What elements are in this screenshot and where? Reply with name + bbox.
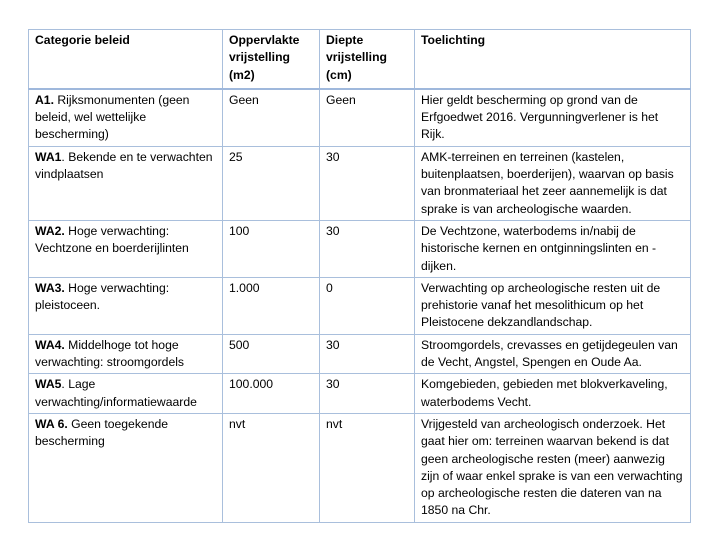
category-label: Hoge verwachting: pleistoceen. (35, 280, 170, 313)
table-row (29, 374, 691, 414)
cell-depth: 30 (320, 334, 415, 374)
category-label: Geen toegekende bescherming (35, 416, 169, 449)
table-row (29, 277, 691, 334)
header-area: Oppervlakte vrijstelling (m2) (223, 30, 320, 89)
cell-note: Stroomgordels, crevasses en getijdegeulen van de Vecht, Angstel, Spengen en Oude Aa. (415, 334, 691, 374)
cell-category (29, 146, 223, 220)
category-code: WA 6. (35, 416, 68, 431)
header-depth: Diepte vrijstelling (cm) (320, 30, 415, 89)
cell-depth: 30 (320, 220, 415, 277)
table-header-row (29, 30, 691, 89)
cell-category (29, 334, 223, 374)
table-row (29, 146, 691, 220)
cell-note: De Vechtzone, waterbodems in/nabij de historische kernen en ontginningslinten en -dijken. (415, 220, 691, 277)
cell-note: Komgebieden, gebieden met blokverkaveling, waterbodems Vecht. (415, 374, 691, 414)
category-label: Hoge verwachting: Vechtzone en boerderijlinten (35, 223, 189, 256)
cell-depth: nvt (320, 413, 415, 522)
header-category: Categorie beleid (29, 30, 223, 89)
cell-category (29, 220, 223, 277)
cell-category (29, 374, 223, 414)
table-row (29, 89, 691, 146)
cell-category (29, 413, 223, 522)
cell-depth: Geen (320, 89, 415, 146)
category-label: . Lage verwachting/informatiewaarde (35, 377, 197, 409)
cell-note: AMK-terreinen en terreinen (kastelen, buitenplaatsen, boerderijen), waarvan op basis van bronmateriaal het zeer aannemelijk is dat sprake is van archeologische waarden. (415, 146, 691, 220)
cell-area: 500 (223, 334, 320, 374)
cell-area: Geen (223, 89, 320, 146)
cell-note: Verwachting op archeologische resten uit de prehistorie vanaf het mesolithicum op het Pleistocene dekzandlandschap. (415, 277, 691, 334)
category-code: A1. (35, 92, 54, 107)
table-row (29, 220, 691, 277)
cell-category (29, 277, 223, 334)
category-code: WA4. (35, 337, 65, 352)
table-row (29, 334, 691, 374)
cell-area: 1.000 (223, 277, 320, 334)
category-code: WA5 (35, 377, 62, 392)
header-note: Toelichting (415, 30, 691, 89)
cell-note: Hier geldt bescherming op grond van de Erfgoedwet 2016. Vergunningverlener is het Rijk. (415, 89, 691, 146)
cell-note: Vrijgesteld van archeologisch onderzoek. Het gaat hier om: terreinen waarvan bekend is dat geen archeologische resten (meer) aanwezig zijn of waar enkel sprake is van een verwachting op archeologische resten die dateren van na 1850 na Chr. (415, 413, 691, 522)
cell-depth: 0 (320, 277, 415, 334)
cell-area: 100.000 (223, 374, 320, 414)
cell-area: 25 (223, 146, 320, 220)
cell-depth: 30 (320, 374, 415, 414)
cell-area: 100 (223, 220, 320, 277)
category-code: WA2. (35, 223, 65, 238)
category-label: . Bekende en te verwachten vindplaatsen (35, 149, 213, 182)
category-code: WA3. (35, 280, 65, 295)
cell-depth: 30 (320, 146, 415, 220)
cell-category (29, 89, 223, 146)
category-label: Middelhoge tot hoge verwachting: stroomgordels (35, 337, 185, 370)
policy-table (28, 29, 691, 523)
category-label: Rijksmonumenten (geen beleid, wel wettelijke bescherming) (35, 92, 190, 142)
table-row (29, 413, 691, 522)
cell-area: nvt (223, 413, 320, 522)
category-code: WA1 (35, 149, 62, 164)
